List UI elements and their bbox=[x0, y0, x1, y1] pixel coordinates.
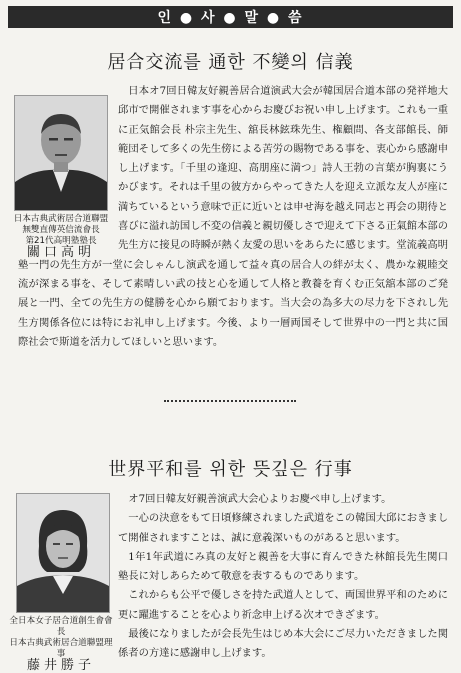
caption-line: 日本古典武術居合道聯盟理事 bbox=[9, 638, 113, 659]
caption-name: 藤井勝子 bbox=[26, 658, 95, 673]
section2-paragraph: 1年1年武道にみ真の友好と親善を大事に育んできた林館長先生関口塾長に対しあらためて敬意を表するものであります。 bbox=[118, 550, 448, 583]
section2-paragraph: オ7回日韓友好親善演武大会心よりお慶ぺ申し上げます。 bbox=[128, 493, 392, 505]
header-bar bbox=[8, 6, 453, 28]
caption-line: 無雙直傳英信流會長 bbox=[22, 225, 100, 235]
caption-line: 日本古典武術居合道聯盟 bbox=[13, 214, 109, 224]
section-divider bbox=[164, 400, 296, 402]
section1-title: 居合交流를 通한 不變의 信義 bbox=[107, 52, 354, 73]
photo-spacer bbox=[18, 82, 118, 247]
section1-paragraph: 日本オ7回日韓友好親善居合道演武大会が韓国居合道本部の発祥地大邱市で開催されます事を心からお慶びお祝い申し上げます。これも一重に正気館会長 朴宗主先生、舘長林鉉珠先生、権顧問、各支部館長、師範団そして多くの先生傍による苦労の賜物である事を、衷心から感謝申し上げます。「千里の逢迎、高朋座に満つ」詩人王勃の言葉が胸裏にうかびます。それは千里の彼方からやってきた人を迎え立派な友人が座に満ちているという意味で正に近いとは申せ海を越え同志と再会の期待と喜びに溢れ訪国し不変の信義と親切優しさで迎えて下さる正氣館本部の先生方に接見の時瞬が熱く友愛の思いをあらたに感じます。堂流義高明塾一門の先生方が一堂に会しゃんし演武を通して益々真の居合人の絆が太く、農かな親睦交流が深まる事を、そして素晴しい武の技と心を通して人格と教養を育くむ正気舘本部のご発展と一門、全ての先生方の健勝を心から願ております。当大会の為多大の尽力を下されし先生方関係各位には特にお礼申し上げます。今後、より一層両国そして世界中の一門と共に国際社会で斯道を活力してほしいと思います。 bbox=[18, 85, 448, 348]
caption-line: 第21代高明塾塾長 bbox=[25, 236, 97, 246]
section1-body bbox=[18, 82, 448, 352]
portrait-woman-icon bbox=[17, 494, 109, 612]
section2-paragraph: これからも公平で優しさを持た武道人として、両国世界平和のために更に躍進することを心より祈念申上げる次オできざます。 bbox=[118, 589, 448, 621]
caption-name: 關口高明 bbox=[26, 245, 95, 260]
section2-paragraph: 一心の決意をもて日頃修練されました武道をこの韓国大邱におきまして開催されますことは、誠に意義深いものがあると思います。 bbox=[118, 512, 448, 544]
section2-title: 世界平和를 위한 뜻깊은 行事 bbox=[108, 459, 353, 480]
portrait-photo-fujii bbox=[16, 493, 110, 613]
section2-paragraph: 最後になりましたが会長先生はじめ本大会にご尽力いただきました関係者の方達に感謝申し上げます。 bbox=[118, 628, 448, 660]
caption-line: 全日本女子居合道創生會會長 bbox=[9, 616, 113, 637]
header-title: 인 ● 사 ● 말 ● 씀 bbox=[157, 10, 304, 26]
section2-caption bbox=[6, 616, 116, 671]
section2-body bbox=[118, 490, 448, 664]
